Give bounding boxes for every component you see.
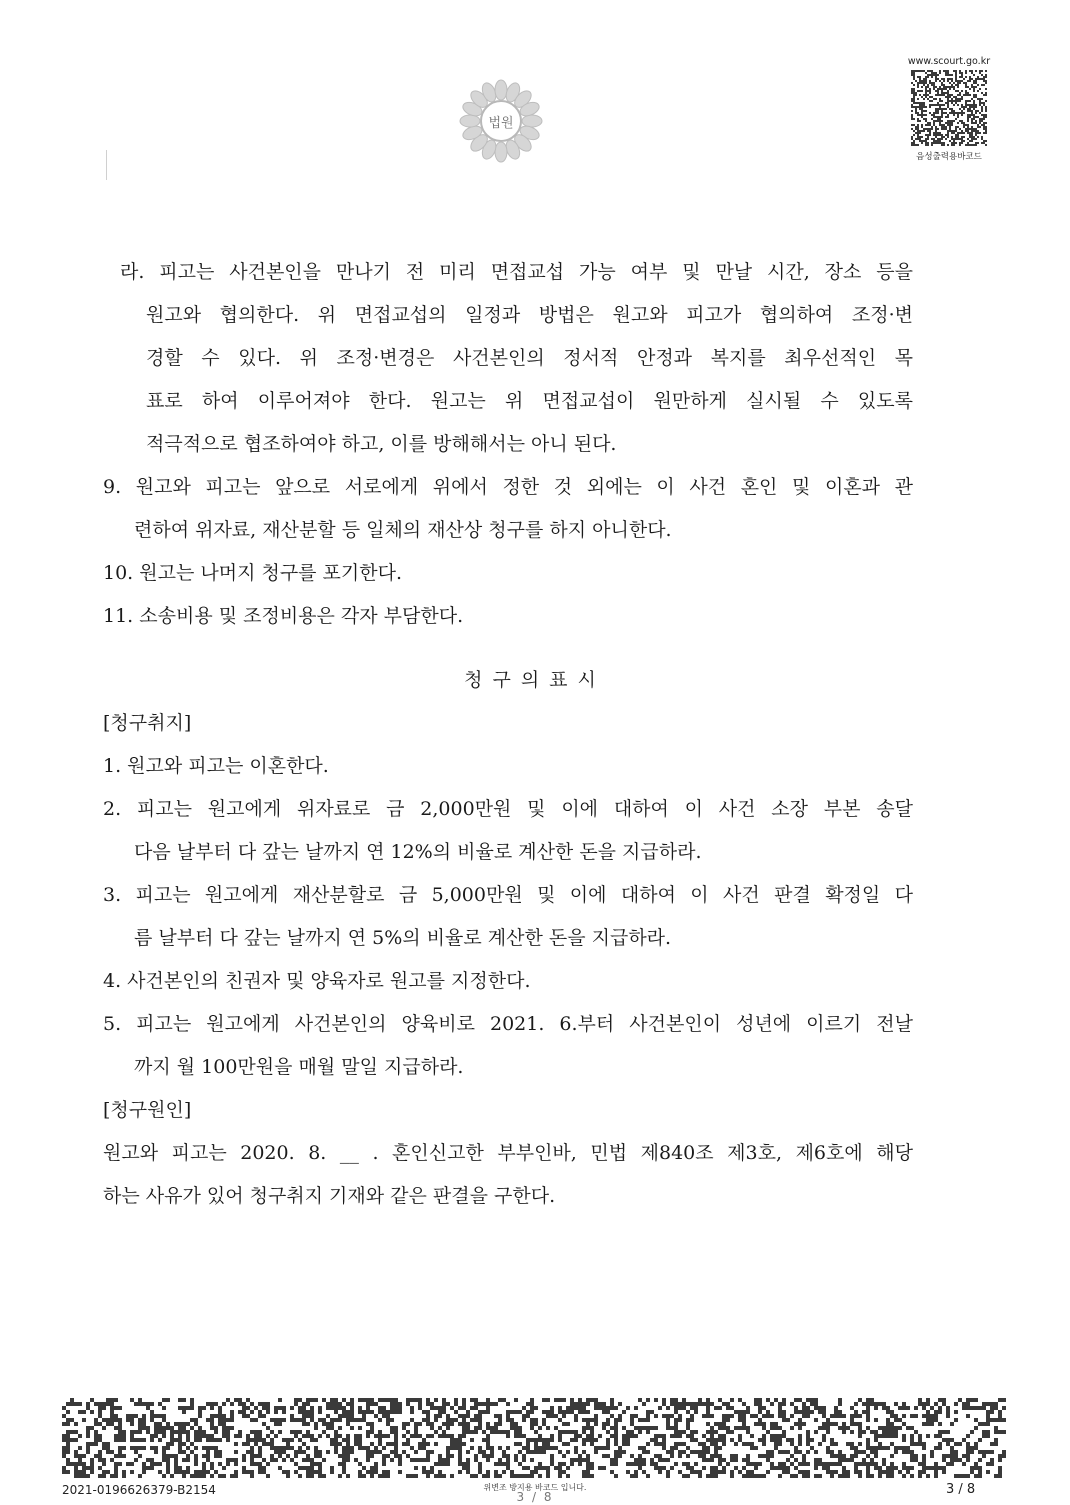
seal-text: 법원 [488, 116, 514, 131]
claim-purpose-label: [청구취지] [103, 712, 192, 734]
qr-caption: 음성출력용바코드 [916, 152, 982, 162]
item-10: 10. 원고는 나머지 청구를 포기한다. [103, 562, 403, 584]
claim-cause-label: [청구원인] [103, 1099, 192, 1121]
barcode-notice: 위변조 방지용 바코드 입니다. [483, 1483, 587, 1492]
seal-petal [495, 142, 507, 162]
claim-2-line-1: 2. 피고는 원고에게 위자료로 금 2,000만원 및 이에 대하여 이 사건 소장 부본 송달 [103, 798, 913, 820]
item-9-line-2: 련하여 위자료, 재산분할 등 일체의 재산상 청구를 하지 아니한다. [134, 519, 672, 541]
item-11: 11. 소송비용 및 조정비용은 각자 부담한다. [103, 605, 464, 627]
claim-5-line-2: 까지 월 100만원을 매월 말일 지급하라. [134, 1056, 464, 1078]
claim-2-line-2: 다음 날부터 다 갚는 날까지 연 12%의 비율로 계산한 돈을 지급하라. [134, 841, 702, 863]
section-title: 청구의표시 [464, 669, 606, 691]
claim-3-line-2: 름 날부터 다 갚는 날까지 연 5%의 비율로 계산한 돈을 지급하라. [134, 927, 672, 949]
claim-cause-line-1: 원고와 피고는 2020. 8. __ . 혼인신고한 부부인바, 민법 제840조 제3호, 제6호에 해당 [103, 1142, 913, 1164]
item-ra-line-3: 경할 수 있다. 위 조정·변경은 사건본인의 정서적 안정과 복지를 최우선적인 목 [146, 347, 913, 369]
page-overlay: 3 / 8 [516, 1490, 554, 1504]
document-id: 2021-0196626379-B2154 [62, 1483, 216, 1497]
item-ra-line-4: 표로 하여 이루어져야 한다. 원고는 위 면접교섭이 원만하게 실시될 수 있도록 [146, 390, 913, 412]
page-number: 3 / 8 [946, 1482, 976, 1497]
item-ra-line-5: 적극적으로 협조하여야 하고, 이를 방해해서는 아니 된다. [146, 433, 617, 455]
item-9-line-1: 9. 원고와 피고는 앞으로 서로에게 위에서 정한 것 외에는 이 사건 혼인 및 이혼과 관 [103, 476, 913, 498]
seal-petal [495, 80, 507, 100]
court-seal-icon [456, 76, 546, 166]
item-ra-line-2: 원고와 협의한다. 위 면접교섭의 일정과 방법은 원고와 피고가 협의하여 조정·변 [146, 304, 913, 326]
claim-cause-line-2: 하는 사유가 있어 청구취지 기재와 같은 판결을 구한다. [103, 1185, 556, 1207]
barcode-pattern [911, 70, 987, 146]
item-ra-line-1: 라. 피고는 사건본인을 만나기 전 미리 면접교섭 가능 여부 및 만날 시간, 장소 등을 [120, 261, 913, 283]
claim-1: 1. 원고와 피고는 이혼한다. [103, 755, 329, 777]
barcode-pattern [62, 1398, 1006, 1478]
anti-forgery-barcode [62, 1398, 1006, 1478]
claim-5-line-1: 5. 피고는 원고에게 사건본인의 양육비로 2021. 6.부터 사건본인이 성년에 이르기 전날 [103, 1013, 913, 1035]
claim-3-line-1: 3. 피고는 원고에게 재산분할로 금 5,000만원 및 이에 대하여 이 사건 판결 확정일 다 [103, 884, 913, 906]
margin-mark [106, 150, 107, 180]
qr-url: www.scourt.go.kr [907, 56, 991, 67]
claim-4: 4. 사건본인의 친권자 및 양육자로 원고를 지정한다. [103, 970, 531, 992]
qr-barcode-icon [911, 70, 987, 146]
